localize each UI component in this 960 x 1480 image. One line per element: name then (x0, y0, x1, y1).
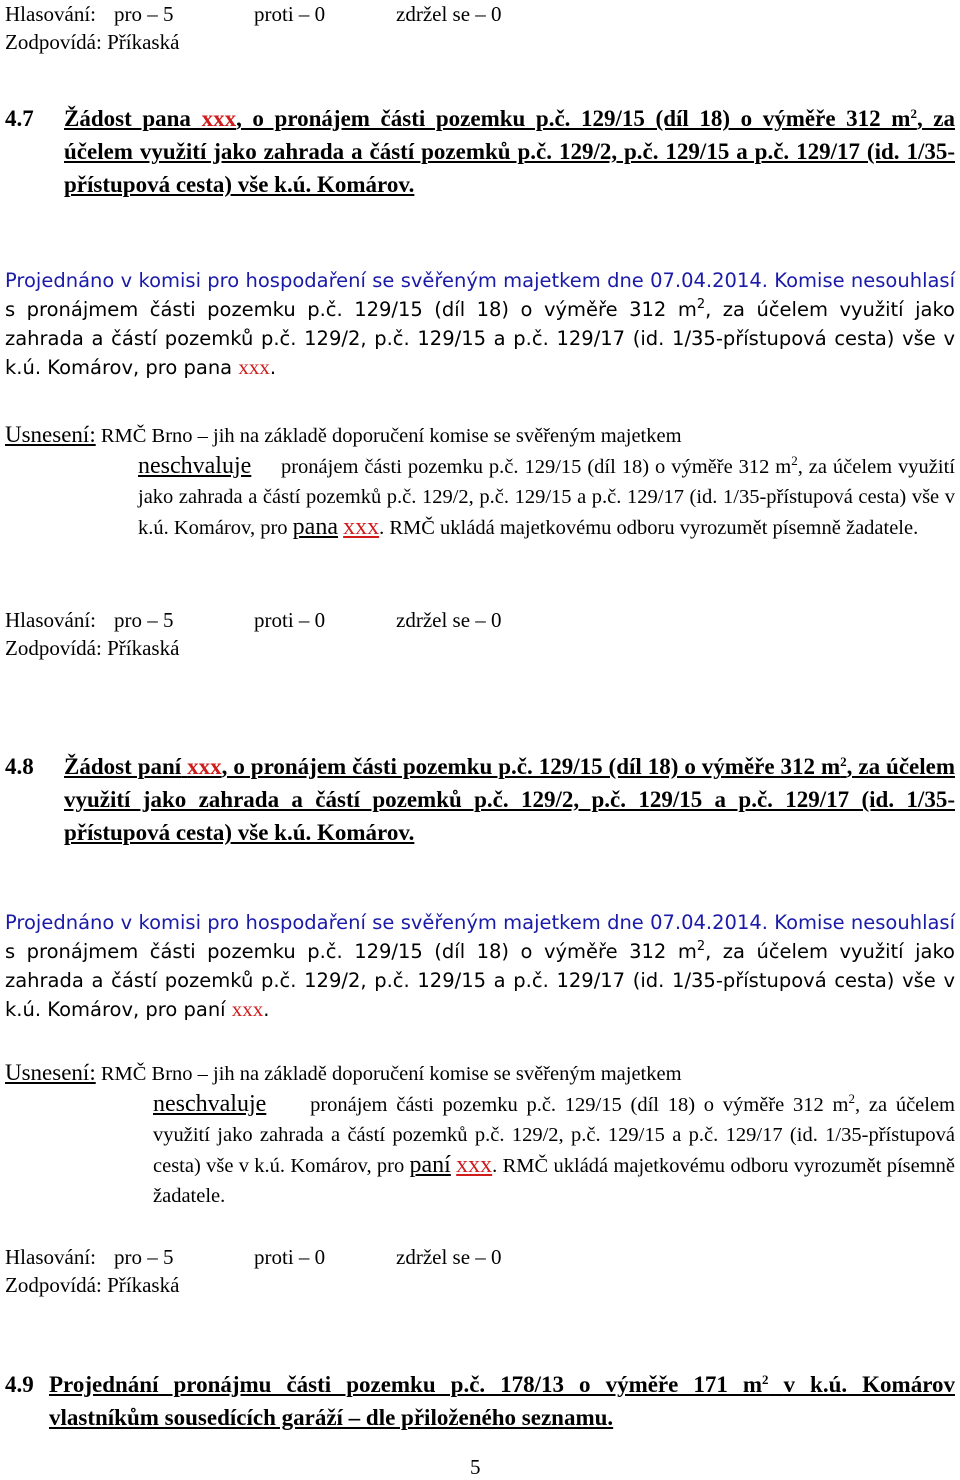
item-heading-4-8 (5, 750, 955, 849)
document-page: Hlasování: pro – 5 proti – 0 zdržel se – 0 Zodpovídá: Příkaská 4.7 Žádost pana xxx, o pronájem části pozemku p.č. 129/15 (díl 18) o výměře 312 $m^2$, za účelem využití jako zahrada a částí pozemků p.č. 129/2, p.č. 129/15 a p.č. 129/17 (id. 1/35-přístupová cesta) vše k.ú. Komárov. Projednáno v komisi pro hospodaření se svěřeným majetkem dne 07.04.2014. Komise nesouhlasí s pronájmem části pozemku p.č. 129/15 (díl 18) o výměře 312 $m^2$, za účelem využití jako zahrada a částí pozemků p.č. 129/2, p.č. 129/15 a p.č. 129/17 (id. 1/35-přístupová cesta) vše v k.ú. Komárov, pro pana xxx. Usnesení: RMČ Brno – jih na základě doporučení komise se svěřeným majetkem neschvaluje pronájem části pozemku p.č. 129/15 (díl 18) o výměře 312 $m^2$, za účelem využití jako zahrada a částí pozemků p.č. 129/2, p.č. 129/15 a p.č. 129/17 (id. 1/35-přístupová cesta) vše v k.ú. Komárov, pro pana xxx. RMČ ukládá majetkovému odboru vyrozumět písemně žadatele. Hlasování: pro – 5 proti – 0 zdržel se – 0 Zodpovídá: Příkaská 4.8 Žádost paní xxx, o pronájem části pozemku p.č. 129/15 (díl 18) o výměře 312 $m^2$, za účelem využití jako zahrada a částí pozemků p.č. 129/2, p.č. 129/15 a p.č. 129/17 (id. 1/35-přístupová cesta) vše k.ú. Komárov. Projednáno v komisi pro hospodaření se svěřeným majetkem dne 07.04.2014. Komise nesouhlasí s pronájmem části pozemku p.č. 129/15 (díl 18) o výměře 312 $m^2$, za účelem využití jako zahrada a částí pozemků p.č. 129/2, p.č. 129/15 a p.č. 129/17 (id. 1/35-přístupová cesta) vše v k.ú. Komárov, pro paní xxx. Usnesení: RMČ Brno – jih na základě doporučení komise se svěřeným majetkem neschvaluje pronájem části pozemku p.č. 129/15 (díl 18) o výměře 312 $m^2$, za účelem využití jako zahrada a částí pozemků p.č. 129/2, p.č. 129/15 a p.č. 129/17 (id. 1/35-přístupová cesta) vše v k.ú. Komárov, pro paní xxx. RMČ ukládá majetkovému odboru vyrozumět písemně žadatele. Hlasování: pro – 5 proti – 0 zdržel se – 0 Zodpovídá: Příkaská 4.9 Projednání pronájmu části pozemku p.č. 178/13 o výměře 171 $m^2$ v k.ú. Komárov vlastníkům sousedících garáží – dle přiloženého seznamu. 5 (5, 2, 956, 1479)
commission-text-4-7: Projednáno v komisi pro hospodaření se svěřeným majetkem dne 07.04.2014. Komise nesouhlasí s pronájmem části pozemku p.č. 129/15 (díl 18) o výměře 312 $m^2$, za účelem využití jako zahrada a částí pozemků p.č. 129/2, p.č. 129/15 a p.č. 129/17 (id. 1/35-přístupová cesta) vše v k.ú. Komárov, pro pana xxx. (5, 269, 956, 379)
resolution-label: Usnesení: (5, 1060, 96, 1085)
item-number: 4.7 (5, 106, 34, 131)
page-number: 5 (470, 1455, 481, 1479)
commission-text-4-8: Projednáno v komisi pro hospodaření se svěřeným majetkem dne 07.04.2014. Komise nesouhlasí s pronájmem části pozemku p.č. 129/15 (díl 18) o výměře 312 $m^2$, za účelem využití jako zahrada a částí pozemků p.č. 129/2, p.č. 129/15 a p.č. 129/17 (id. 1/35-přístupová cesta) vše v k.ú. Komárov, pro paní xxx. (5, 911, 956, 1021)
redacted-name: xxx (187, 754, 222, 779)
responsible-4-7: Zodpovídá: Příkaská (5, 636, 180, 660)
vote-proti: proti – 0 (254, 2, 326, 26)
resolution-4-7: Usnesení: RMČ Brno – jih na základě doporučení komise se svěřeným majetkem neschvaluje pronájem části pozemku p.č. 129/15 (díl 18) o výměře 312 $m^2$, za účelem využití jako zahrada a částí pozemků p.č. 129/2, p.č. 129/15 a p.č. 129/17 (id. 1/35-přístupová cesta) vše v k.ú. Komárov, pro pana xxx. RMČ ukládá majetkovému odboru vyrozumět písemně žadatele. (5, 422, 955, 540)
item-number: 4.9 (5, 1372, 34, 1397)
redacted-name: xxx (238, 355, 270, 379)
item-heading-4-7 (5, 102, 955, 201)
resolution-label: Usnesení: (5, 422, 96, 447)
item-number: 4.8 (5, 754, 34, 779)
resolution-verb: neschvaluje (138, 453, 252, 479)
vote-pro: pro – 5 (114, 2, 174, 26)
vote-zdrzel: zdržel se – 0 (396, 2, 502, 26)
resolution-verb: neschvaluje (153, 1091, 267, 1117)
redacted-name: xxx (456, 1152, 493, 1178)
resolution-4-8: Usnesení: RMČ Brno – jih na základě doporučení komise se svěřeným majetkem neschvaluje pronájem části pozemku p.č. 129/15 (díl 18) o výměře 312 $m^2$, za účelem využití jako zahrada a částí pozemků p.č. 129/2, p.č. 129/15 a p.č. 129/17 (id. 1/35-přístupová cesta) vše v k.ú. Komárov, pro paní xxx. RMČ ukládá majetkovému odboru vyrozumět písemně žadatele. (5, 1060, 956, 1207)
heading-text: Projednání pronájmu části pozemku p.č. 178/13 o výměře 171 $m^2$ v k.ú. Komárov vlastníkům sousedících garáží – dle přiloženého seznamu. (49, 1372, 955, 1430)
redacted-name: xxx (231, 997, 264, 1021)
responsible-top: Zodpovídá: Příkaská (5, 30, 180, 54)
responsible-4-8: Zodpovídá: Příkaská (5, 1273, 180, 1297)
redacted-name: xxx (343, 514, 380, 540)
redacted-name: xxx (201, 106, 237, 131)
heading-text: Žádost pana xxx, o pronájem části pozemku p.č. 129/15 (díl 18) o výměře 312 $m^2$, za účelem využití jako zahrada a částí pozemků p.č. 129/2, p.č. 129/15 a p.č. 129/17 (id. 1/35-přístupová cesta) vše k.ú. Komárov. (64, 106, 956, 197)
vote-label: Hlasování: (5, 2, 96, 26)
heading-text: Žádost paní xxx, o pronájem části pozemku p.č. 129/15 (díl 18) o výměře 312 $m^2$, za účelem využití jako zahrada a částí pozemků p.č. 129/2, p.č. 129/15 a p.č. 129/17 (id. 1/35-přístupová cesta) vše k.ú. Komárov. (64, 754, 955, 845)
item-heading-4-9 (5, 1368, 955, 1434)
